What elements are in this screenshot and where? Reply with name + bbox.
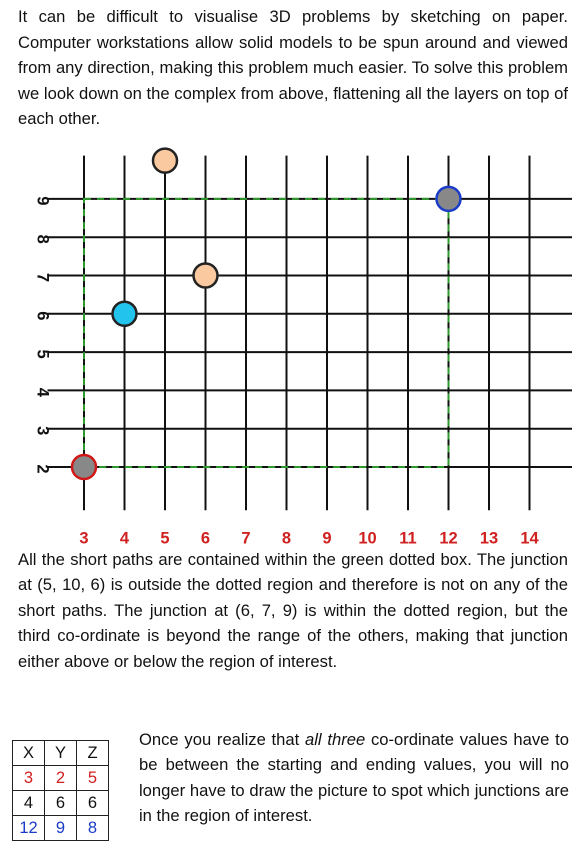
coordinate-table bbox=[12, 740, 109, 841]
junction-grid bbox=[0, 130, 580, 548]
green-dotted-box bbox=[84, 199, 449, 467]
x-tick-label: 10 bbox=[358, 529, 377, 548]
table-cell: 12 bbox=[13, 816, 45, 841]
conclusion-after: co-ordinate values have to be between the starting and ending values, you will no longer have to draw the picture to spot which junctions are in the region of interest. bbox=[139, 730, 570, 826]
x-axis-labels bbox=[79, 529, 539, 547]
y-tick-label: 8 bbox=[33, 234, 52, 244]
x-tick-label: 12 bbox=[439, 529, 458, 548]
junction-point bbox=[113, 302, 137, 326]
x-tick-label: 11 bbox=[399, 529, 417, 548]
x-tick-label: 3 bbox=[79, 529, 89, 548]
x-tick-label: 7 bbox=[241, 529, 251, 548]
intro-paragraph: It can be difficult to visualise 3D problems by sketching on paper. Computer workstations allow solid models to be spun around and viewed from any direction, making this problem much easier. To solve this problem we look down on the complex from above, flattening all the layers on top of each other. bbox=[18, 7, 568, 128]
junction-point bbox=[72, 455, 96, 479]
table-cell: 2 bbox=[45, 766, 77, 791]
table-cell: 8 bbox=[77, 816, 109, 841]
table-cell: 4 bbox=[13, 791, 45, 816]
table-row-middle bbox=[13, 791, 109, 816]
y-tick-label: 9 bbox=[33, 196, 52, 206]
junction-point bbox=[194, 264, 218, 288]
y-tick-label: 6 bbox=[33, 311, 52, 321]
table-row-end bbox=[13, 816, 109, 841]
x-tick-label: 9 bbox=[322, 529, 332, 548]
x-tick-label: 5 bbox=[160, 529, 170, 548]
explanation-paragraph: All the short paths are contained within the green dotted box. The junction at (5, 10, 6) is outside the dotted region and therefore is not on any of the short paths. The junction at (6, 7, 9) is within the dotted region, but the third co-ordinate is beyond the range of the others, making that junction either above or below the region of interest. bbox=[18, 550, 568, 671]
header-z: Z bbox=[77, 741, 109, 766]
header-x: X bbox=[13, 741, 45, 766]
x-tick-label: 13 bbox=[479, 529, 499, 548]
table-cell: 3 bbox=[13, 766, 45, 791]
conclusion-before: Once you realize that bbox=[139, 730, 305, 749]
junction-point bbox=[153, 149, 177, 173]
table-header-row bbox=[13, 741, 109, 766]
y-tick-label: 5 bbox=[33, 349, 52, 359]
y-tick-label: 2 bbox=[33, 464, 52, 474]
table-cell: 5 bbox=[77, 766, 109, 791]
grid-lines bbox=[48, 156, 573, 511]
conclusion-emphasis: all three bbox=[305, 730, 366, 749]
x-tick-label: 6 bbox=[200, 529, 211, 548]
dotted-box-rect bbox=[84, 199, 449, 467]
table-cell: 6 bbox=[77, 791, 109, 816]
junction-point bbox=[437, 187, 461, 211]
conclusion-paragraph bbox=[139, 727, 569, 829]
x-tick-label: 4 bbox=[119, 529, 130, 548]
y-tick-label: 3 bbox=[33, 426, 52, 436]
y-axis-labels bbox=[34, 196, 52, 473]
x-tick-label: 8 bbox=[281, 529, 292, 548]
y-tick-label: 4 bbox=[33, 387, 52, 397]
table-row-start bbox=[13, 766, 109, 791]
table-cell: 6 bbox=[45, 791, 77, 816]
x-tick-label: 14 bbox=[520, 529, 539, 548]
y-tick-label: 7 bbox=[33, 272, 52, 283]
table-cell: 9 bbox=[45, 816, 77, 841]
header-y: Y bbox=[45, 741, 77, 766]
